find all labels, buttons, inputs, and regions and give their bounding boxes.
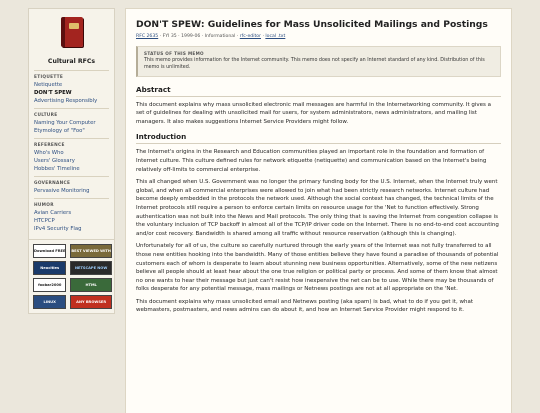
- sidebar-item[interactable]: Hobbes' Timeline: [34, 166, 80, 172]
- web-badge[interactable]: LINUX: [33, 295, 66, 309]
- book-icon: [61, 17, 83, 47]
- meta-separator: ·: [235, 34, 240, 39]
- meta-separator: ·: [260, 34, 266, 39]
- page-title: DON'T SPEW: Guidelines for Mass Unsolicited Mailings and Postings: [136, 19, 488, 30]
- nav-section-governance: [34, 176, 109, 195]
- local-txt-link[interactable]: local .txt: [265, 34, 286, 39]
- rfc-link[interactable]: RFC 2635: [136, 34, 159, 39]
- sidebar-item[interactable]: Users' Glossary: [34, 158, 75, 164]
- sidebar-item[interactable]: HTCPCP: [34, 218, 55, 224]
- meta-separator: ·: [200, 34, 205, 39]
- web-badge[interactable]: HTML: [70, 278, 111, 292]
- sidebar-item[interactable]: Who's Who: [34, 150, 64, 156]
- doc-status: Informational: [204, 34, 236, 39]
- sidebar-item[interactable]: Etymology of "Foo": [34, 128, 85, 134]
- abstract-text: This document explains why mass unsolicited electronic mail messages are harmful in the Internetworking community. It gives a set of guidelines for dealing with unsolicited mail for users, for system administrators, news administrators, and mailing list managers. It also makes suggestions Internet Service Providers might follow.: [136, 101, 492, 125]
- intro-paragraph: This document explains why mass unsolicited email and Netnews posting (aka spam) is bad, what to do if you get it, what webmasters, postmasters, and news admins can do about it, and how an Internet Service Provider might respond to it.: [136, 298, 473, 314]
- web-badge[interactable]: foobar2000: [33, 278, 66, 292]
- status-heading: STATUS OF THIS MEMO: [144, 51, 204, 56]
- web-badge[interactable]: Download FREE: [33, 244, 66, 258]
- abstract-heading: Abstract: [136, 85, 501, 97]
- status-text: This memo provides information for the Internet community. This memo does not specify an Internet standard of any kind. Distribution of this memo is unlimited.: [144, 58, 485, 70]
- status-box: [136, 46, 501, 77]
- main-content: [125, 8, 512, 413]
- nav-section-culture: [34, 108, 109, 135]
- sidebar-item[interactable]: IPv4 Security Flag: [34, 226, 82, 232]
- nav-section-heading: HUMOR: [34, 203, 54, 208]
- web-badge[interactable]: NETSCAPE NOW: [70, 261, 111, 275]
- rfc-editor-link[interactable]: rfc-editor: [239, 34, 261, 39]
- fyi-number: FYI 35: [162, 34, 177, 39]
- nav-section-heading: REFERENCE: [34, 143, 65, 148]
- intro-paragraph: The Internet's origins in the Research and Education communities played an important role in the foundation and formation of Internet culture. This culture defined rules for network etiquette (netiquette) and communication based on the Internet's being relatively off-limits to commercial enterprise.: [136, 149, 487, 173]
- site-title[interactable]: Cultural RFCs: [47, 58, 96, 65]
- doc-meta: [136, 34, 501, 39]
- web-badge[interactable]: Neocities: [33, 261, 66, 275]
- nav-section-heading: ETIQUETTE: [34, 75, 64, 80]
- intro-paragraph: Unfortunately for all of us, the culture so carefully nurtured through the early years of the Internet was not fully transferred to all those new entities hooking into the bandwidth. Many of those entities believe they have found a paradise of thousands of potential customers each of whom is desperate to learn about stunning new business opportunities. Alternatively, some of the new netizens believe all people should at least hear about the one true religion or political party or process. And some of them know that almost no one wants to hear their message but just can't resist how inexpensive the net can be to use. While there may be thousands of folks desperate for any potential message, mass mailings or Netnews postings are not at all appropriate on the 'Net.: [136, 243, 499, 293]
- doc-date: 1999-06: [181, 34, 201, 39]
- sidebar-item[interactable]: DON'T SPEW: [34, 90, 72, 96]
- nav-section-heading: CULTURE: [34, 113, 58, 118]
- intro-paragraph: This all changed when U.S. Government was no longer the primary funding body for the U.S. Internet, when the Internet truly went global, and when all commercial enterprises were allowed to join what had been strictly research networks. Internet culture had become deeply embedded in the protocols the network used. Although the social context has changed, the technical limits of the Internet protocols still require a person to enforce certain limits on resource usage for the 'Net to function effectively. Strong authentication was not built into the News and Mail protocols. The only thing that is saving the Internet from congestion collapse is the voluntary inclusion of TCP backoff in almost all of the TCP/IP driver code on the Internet. There is no end-to-end cost accounting and/or cost recovery. Bandwidth is shared among all traffic without resource reservation (although this is changing).: [136, 179, 499, 237]
- meta-separator: ·: [176, 34, 182, 39]
- introduction-heading: Introduction: [136, 132, 501, 144]
- badge-grid: [28, 239, 115, 314]
- introduction-body: [136, 148, 501, 315]
- nav-section-reference: [34, 138, 109, 173]
- sidebar-item[interactable]: Avian Carriers: [34, 210, 72, 216]
- meta-separator: ·: [158, 34, 163, 39]
- sidebar-item[interactable]: Advertising Responsibly: [34, 98, 98, 104]
- sidebar-nav: [34, 70, 109, 233]
- sidebar-item[interactable]: Netiquette: [34, 82, 63, 88]
- web-badge[interactable]: ANY BROWSER: [70, 295, 111, 309]
- nav-section-humor: [34, 198, 109, 233]
- nav-section-heading: GOVERNANCE: [34, 181, 71, 186]
- sidebar: [28, 8, 115, 240]
- nav-section-etiquette: [34, 70, 109, 105]
- sidebar-item[interactable]: Naming Your Computer: [34, 120, 96, 126]
- site-logo[interactable]: [34, 13, 109, 55]
- sidebar-item[interactable]: Pervasive Monitoring: [34, 188, 90, 194]
- web-badge[interactable]: BEST VIEWED WITH: [70, 244, 111, 258]
